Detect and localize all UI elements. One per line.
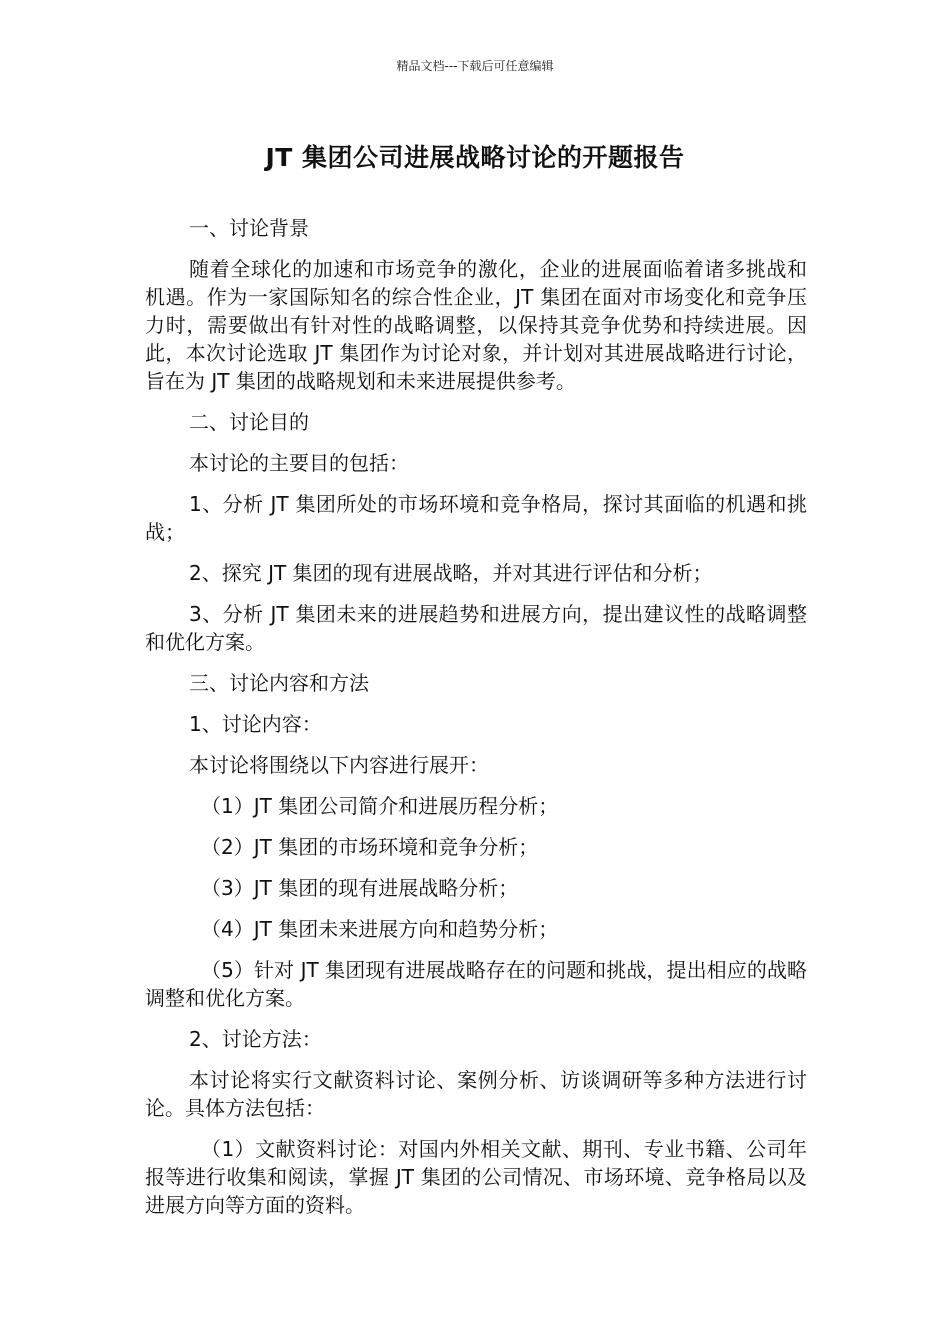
header-note: 精品文档---下载后可任意编辑 <box>396 59 554 73</box>
document-body <box>145 214 807 1232</box>
purpose-item-1: 1、分析 JT 集团所处的市场环境和竞争格局，探讨其面临的机遇和挑战； <box>145 492 807 544</box>
subheading-content: 1、讨论内容： <box>189 712 322 736</box>
document-title: JT 集团公司进展战略讨论的开题报告 <box>265 143 685 172</box>
paragraph-method-intro: 本讨论将实行文献资料讨论、案例分析、访谈调研等多种方法进行讨论。具体方法包括： <box>145 1068 807 1120</box>
subheading-method: 2、讨论方法： <box>189 1027 322 1051</box>
purpose-item-2: 2、探究 JT 集团的现有进展战略，并对其进行评估和分析； <box>189 561 713 585</box>
section-heading-content-method: 三、讨论内容和方法 <box>189 671 369 695</box>
content-item-2: （2）JT 集团的市场环境和竞争分析； <box>201 835 539 859</box>
method-item-1: （1）文献资料讨论：对国内外相关文献、期刊、专业书籍、公司年报等进行收集和阅读，掌握 JT 集团的公司情况、市场环境、竞争格局以及进展方向等方面的资料。 <box>145 1137 807 1217</box>
content-item-3: （3）JT 集团的现有进展战略分析； <box>201 876 519 900</box>
paragraph-content-intro: 本讨论将围绕以下内容进行展开： <box>189 753 489 777</box>
content-item-1: （1）JT 集团公司简介和进展历程分析； <box>201 794 559 818</box>
content-item-5: （5）针对 JT 集团现有进展战略存在的问题和挑战，提出相应的战略调整和优化方案。 <box>145 958 807 1010</box>
paragraph-background: 随着全球化的加速和市场竞争的激化，企业的进展面临着诸多挑战和机遇。作为一家国际知名的综合性企业，JT 集团在面对市场变化和竞争压力时，需要做出有针对性的战略调整，以保持其竞争优势和持续进展。因此，本次讨论选取 JT 集团作为讨论对象，并计划对其进展战略进行讨论，旨在为 JT 集团的战略规划和未来进展提供参考。 <box>145 257 807 393</box>
section-heading-purpose: 二、讨论目的 <box>189 410 309 434</box>
section-heading-background: 一、讨论背景 <box>189 216 309 240</box>
paragraph-purpose-intro: 本讨论的主要目的包括： <box>189 451 409 475</box>
purpose-item-3: 3、分析 JT 集团未来的进展趋势和进展方向，提出建议性的战略调整和优化方案。 <box>145 602 807 654</box>
content-item-4: （4）JT 集团未来进展方向和趋势分析； <box>201 917 559 941</box>
